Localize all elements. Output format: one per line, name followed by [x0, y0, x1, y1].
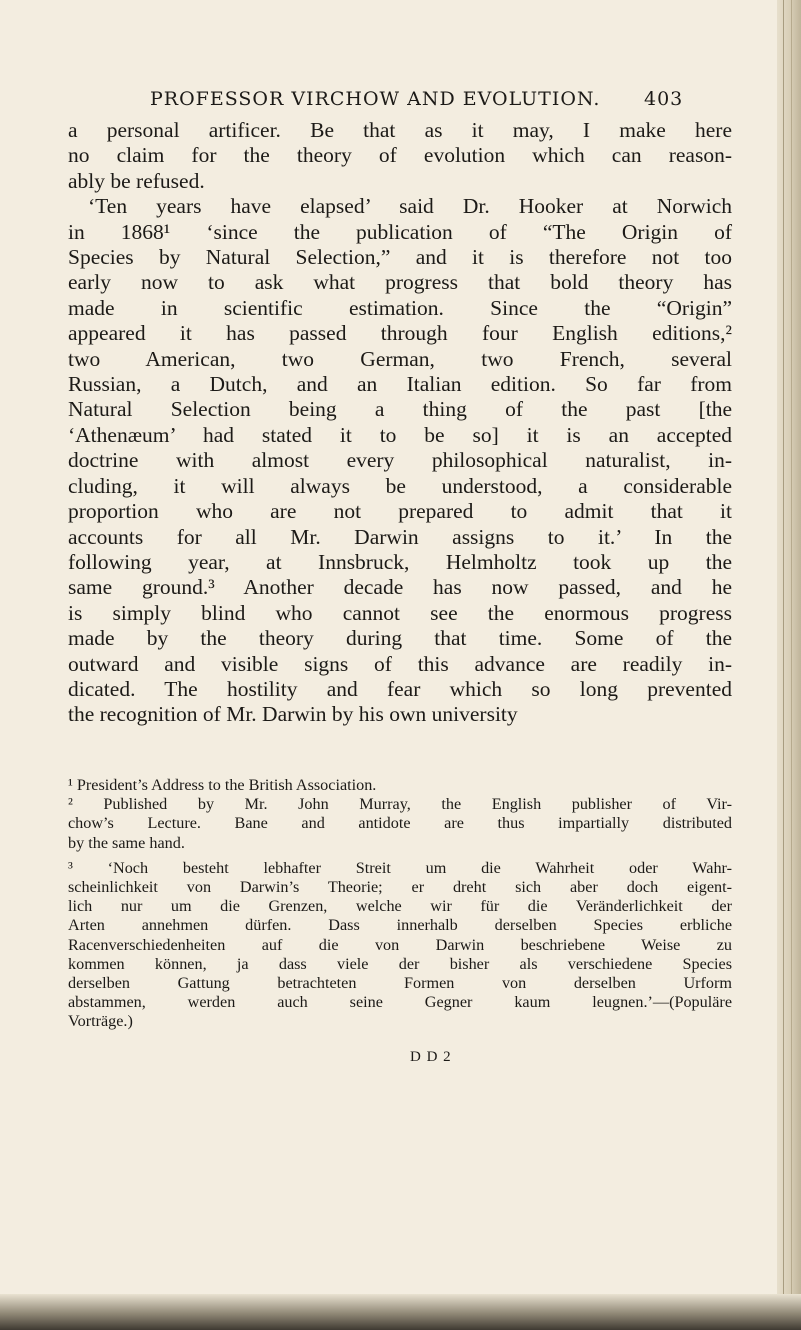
text-line: doctrine with almost every philosophical naturalist, in-: [68, 448, 732, 473]
text-line: two American, two German, two French, several: [68, 346, 732, 371]
text-line: ‘Athenæum’ had stated it to be so] it is an accepted: [68, 422, 732, 447]
footnote-line: by the same hand.: [68, 833, 185, 852]
footnote-line: ³ ‘Noch besteht lebhafter Streit um die Wahrheit oder Wahr-: [68, 858, 732, 877]
text-line: made by the theory during that time. Some of the: [68, 626, 732, 651]
footnote-line: abstammen, werden auch seine Gegner kaum leugnen.’—(Populäre: [68, 993, 732, 1012]
text-line: the recognition of Mr. Darwin by his own university: [68, 702, 518, 727]
footnote-line: chow’s Lecture. Bane and antidote are thus impartially distributed: [68, 814, 732, 833]
footnote-line: kommen können, ja dass viele der bisher als verschiedene Species: [68, 954, 732, 973]
text-line: Natural Selection being a thing of the past [the: [68, 397, 732, 422]
text-line: no claim for the theory of evolution which can reason-: [68, 143, 732, 168]
text-line: a personal artificer. Be that as it may, I make here: [68, 118, 732, 142]
footnote-line: lich nur um die Grenzen, welche wir für die Veränderlichkeit der: [68, 897, 732, 916]
page-edge: [777, 0, 801, 1330]
page-number: 403: [644, 88, 684, 110]
text-line: is simply blind who cannot see the enormous progress: [68, 600, 732, 625]
footnote-line: Arten annehmen dürfen. Dass innerhalb derselben Species erbliche: [68, 916, 732, 935]
footnote-line: Vorträge.): [68, 1012, 133, 1031]
signature-mark: D D 2: [410, 1049, 452, 1065]
main-text: [68, 118, 732, 728]
text-line: appeared it has passed through four English editions,²: [68, 321, 732, 346]
page-bottom-shadow: [0, 1294, 801, 1330]
text-line: Species by Natural Selection,” and it is therefore not too: [68, 245, 732, 270]
text-line: ‘Ten years have elapsed’ said Dr. Hooker at Norwich: [88, 194, 732, 219]
text-line: dicated. The hostility and fear which so long prevented: [68, 676, 732, 701]
footnote-line: Racenverschiedenheiten auf die von Darwin beschriebene Weise zu: [68, 935, 732, 954]
text-line: cluding, it will always be understood, a considerable: [68, 473, 732, 498]
text-line: accounts for all Mr. Darwin assigns to it.’ In the: [68, 524, 732, 549]
footnote-line: ¹ President’s Address to the British Association.: [68, 776, 377, 794]
text-line: proportion who are not prepared to admit that it: [68, 499, 732, 524]
text-line: same ground.³ Another decade has now passed, and he: [68, 575, 732, 600]
text-line: outward and visible signs of this advance are readily in-: [68, 651, 732, 676]
footnotes: [68, 776, 732, 1032]
text-line: in 1868¹ ‘since the publication of “The Origin of: [68, 219, 732, 244]
text-line: Russian, a Dutch, and an Italian edition. So far from: [68, 372, 732, 397]
running-title: PROFESSOR VIRCHOW AND EVOLUTION.: [150, 88, 601, 110]
footnote-line: ² Published by Mr. John Murray, the English publisher of Vir-: [68, 795, 732, 814]
footnote-line: derselben Gattung betrachteten Formen von derselben Urform: [68, 974, 732, 993]
text-line: made in scientific estimation. Since the “Origin”: [68, 295, 732, 320]
running-header: [150, 88, 710, 110]
footnote-line: scheinlichkeit von Darwin’s Theorie; er dreht sich aber doch eigent-: [68, 878, 732, 897]
text-line: following year, at Innsbruck, Helmholtz took up the: [68, 549, 732, 574]
text-line: early now to ask what progress that bold theory has: [68, 270, 732, 295]
text-line: ably be refused.: [68, 168, 205, 193]
